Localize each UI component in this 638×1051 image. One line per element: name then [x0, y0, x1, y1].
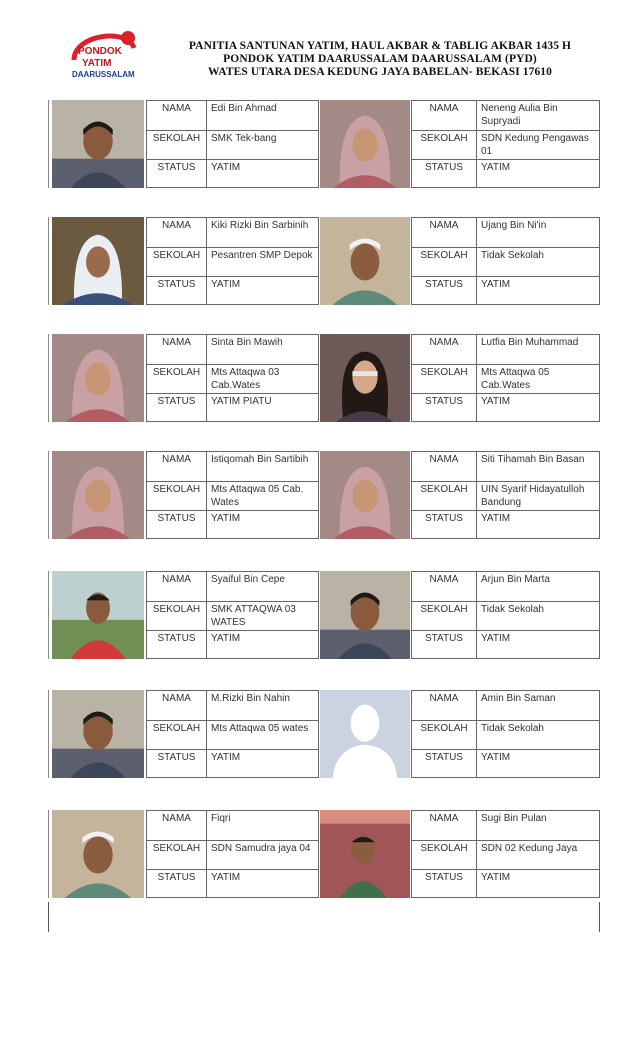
right-nama-value: Lutfia Bin Muhammad: [481, 337, 579, 348]
svg-text:PONDOK: PONDOK: [78, 46, 122, 57]
right-sekolah-value: SDN 02 Kedung Jaya: [481, 843, 578, 854]
right-sekolah-value: Tidak Sekolah: [481, 250, 544, 261]
header-line-1: PANITIA SANTUNAN YATIM, HAUL AKBAR & TABLIG AKBAR 1435 H: [188, 40, 572, 52]
label-sekolah: SEKOLAH: [420, 367, 468, 378]
label-sekolah: SEKOLAH: [420, 604, 468, 615]
left-nama-value: M.Rizki Bin Nahin: [211, 693, 290, 704]
student-photo-left: [52, 810, 144, 898]
label-nama: NAMA: [162, 103, 191, 114]
label-nama: NAMA: [429, 693, 459, 704]
student-photo-left: [52, 451, 144, 539]
label-nama: NAMA: [162, 220, 191, 231]
label-status: STATUS: [157, 513, 196, 524]
right-status-value: YATIM: [481, 633, 511, 644]
left-sekolah-value: Mts Attaqwa 05 wates: [211, 723, 309, 734]
right-sekolah-value: UIN Syarif Hidayatulloh Bandung: [481, 484, 585, 508]
label-status: STATUS: [425, 872, 463, 883]
label-sekolah: SEKOLAH: [152, 484, 201, 495]
label-sekolah: SEKOLAH: [152, 604, 201, 615]
right-nama-value: Arjun Bin Marta: [481, 574, 550, 585]
right-nama-value: Siti Tihamah Bin Basan: [481, 454, 585, 465]
right-sekolah-value: Tidak Sekolah: [481, 723, 544, 734]
student-photo-left: [52, 100, 144, 188]
left-nama-value: Kiki Rizki Bin Sarbinih: [211, 220, 309, 231]
label-sekolah: SEKOLAH: [420, 250, 468, 261]
left-status-value: YATIM: [211, 513, 241, 524]
left-nama-value: Syaiful Bin Cepe: [211, 574, 285, 585]
left-sekolah-value: Mts Attaqwa 05 Cab. Wates: [211, 484, 304, 508]
empty-table-frame: [48, 902, 600, 932]
header-line-3: WATES UTARA DESA KEDUNG JAYA BABELAN- BEKASI 17610: [207, 66, 552, 78]
label-sekolah: SEKOLAH: [420, 133, 468, 144]
left-nama-value: Sinta Bin Mawih: [211, 337, 283, 348]
label-nama: NAMA: [429, 103, 459, 114]
student-photo-left: [52, 217, 144, 305]
orphan-row: [48, 810, 600, 898]
right-status-value: YATIM: [481, 279, 511, 290]
label-nama: NAMA: [429, 574, 459, 585]
orphan-row: [48, 571, 600, 659]
label-sekolah: SEKOLAH: [152, 133, 201, 144]
left-status-value: YATIM: [211, 279, 241, 290]
left-sekolah-value: Mts Attaqwa 03 Cab.Wates: [211, 367, 280, 391]
label-status: STATUS: [425, 162, 463, 173]
right-sekolah-value: SDN Kedung Pengawas 01: [481, 133, 589, 157]
orphan-row: [48, 217, 600, 305]
label-sekolah: SEKOLAH: [420, 843, 468, 854]
label-nama: NAMA: [429, 813, 459, 824]
orphan-row: [48, 690, 600, 778]
label-status: STATUS: [425, 752, 463, 763]
pondok-yatim-logo: [68, 26, 144, 84]
student-photo-right: [320, 217, 410, 305]
label-status: STATUS: [425, 633, 463, 644]
orphan-row: [48, 334, 600, 422]
right-nama-value: Amin Bin Saman: [481, 693, 556, 704]
left-nama-value: Fiqri: [211, 813, 231, 824]
left-nama-value: Istiqomah Bin Sartibih: [211, 454, 309, 465]
left-nama-value: Edi Bin Ahmad: [211, 103, 277, 114]
label-nama: NAMA: [429, 337, 459, 348]
left-sekolah-value: SMK ATTAQWA 03 WATES: [211, 604, 296, 628]
student-photo-right: [320, 100, 410, 188]
right-nama-value: Neneng Aulia Bin Supryadi: [481, 103, 558, 127]
left-status-value: YATIM: [211, 752, 241, 763]
student-photo-left: [52, 334, 144, 422]
right-status-value: YATIM: [481, 396, 511, 407]
left-status-value: YATIM PIATU: [211, 396, 272, 407]
label-status: STATUS: [157, 279, 196, 290]
student-photo-right: [320, 571, 410, 659]
left-sekolah-value: SDN Samudra jaya 04: [211, 843, 311, 854]
label-nama: NAMA: [162, 337, 191, 348]
label-status: STATUS: [157, 162, 196, 173]
label-status: STATUS: [157, 633, 196, 644]
label-sekolah: SEKOLAH: [420, 723, 468, 734]
left-status-value: YATIM: [211, 162, 241, 173]
right-nama-value: Sugi Bin Pulan: [481, 813, 547, 824]
label-status: STATUS: [157, 752, 196, 763]
label-status: STATUS: [425, 513, 463, 524]
right-nama-value: Ujang Bin Ni'in: [481, 220, 547, 231]
label-sekolah: SEKOLAH: [420, 484, 468, 495]
label-nama: NAMA: [162, 454, 191, 465]
student-photo-right: [320, 690, 410, 778]
svg-text:DAARUSSALAM: DAARUSSALAM: [72, 70, 135, 79]
student-photo-left: [52, 571, 144, 659]
label-status: STATUS: [157, 396, 196, 407]
label-status: STATUS: [157, 872, 196, 883]
student-photo-right: [320, 334, 410, 422]
label-status: STATUS: [425, 396, 463, 407]
header-line-2: PONDOK YATIM DAARUSSALAM DAARUSSALAM (PYD): [223, 53, 537, 65]
right-status-value: YATIM: [481, 752, 511, 763]
orphan-row: [48, 451, 600, 539]
student-photo-left: [52, 690, 144, 778]
orphan-row: [48, 100, 600, 188]
label-sekolah: SEKOLAH: [152, 250, 201, 261]
label-nama: NAMA: [429, 454, 459, 465]
right-status-value: YATIM: [481, 162, 511, 173]
label-status: STATUS: [425, 279, 463, 290]
left-sekolah-value: SMK Tek-bang: [211, 133, 277, 144]
left-status-value: YATIM: [211, 872, 241, 883]
label-sekolah: SEKOLAH: [152, 367, 201, 378]
label-nama: NAMA: [429, 220, 459, 231]
student-photo-right: [320, 810, 410, 898]
left-status-value: YATIM: [211, 633, 241, 644]
label-nama: NAMA: [162, 813, 191, 824]
svg-text:YATIM: YATIM: [82, 58, 112, 69]
right-status-value: YATIM: [481, 513, 511, 524]
right-status-value: YATIM: [481, 872, 511, 883]
right-sekolah-value: Mts Attaqwa 05 Cab.Wates: [481, 367, 550, 391]
student-photo-right: [320, 451, 410, 539]
label-nama: NAMA: [162, 574, 191, 585]
label-sekolah: SEKOLAH: [152, 843, 201, 854]
right-sekolah-value: Tidak Sekolah: [481, 604, 544, 615]
label-nama: NAMA: [162, 693, 191, 704]
left-sekolah-value: Pesantren SMP Depok: [211, 250, 313, 261]
label-sekolah: SEKOLAH: [152, 723, 201, 734]
